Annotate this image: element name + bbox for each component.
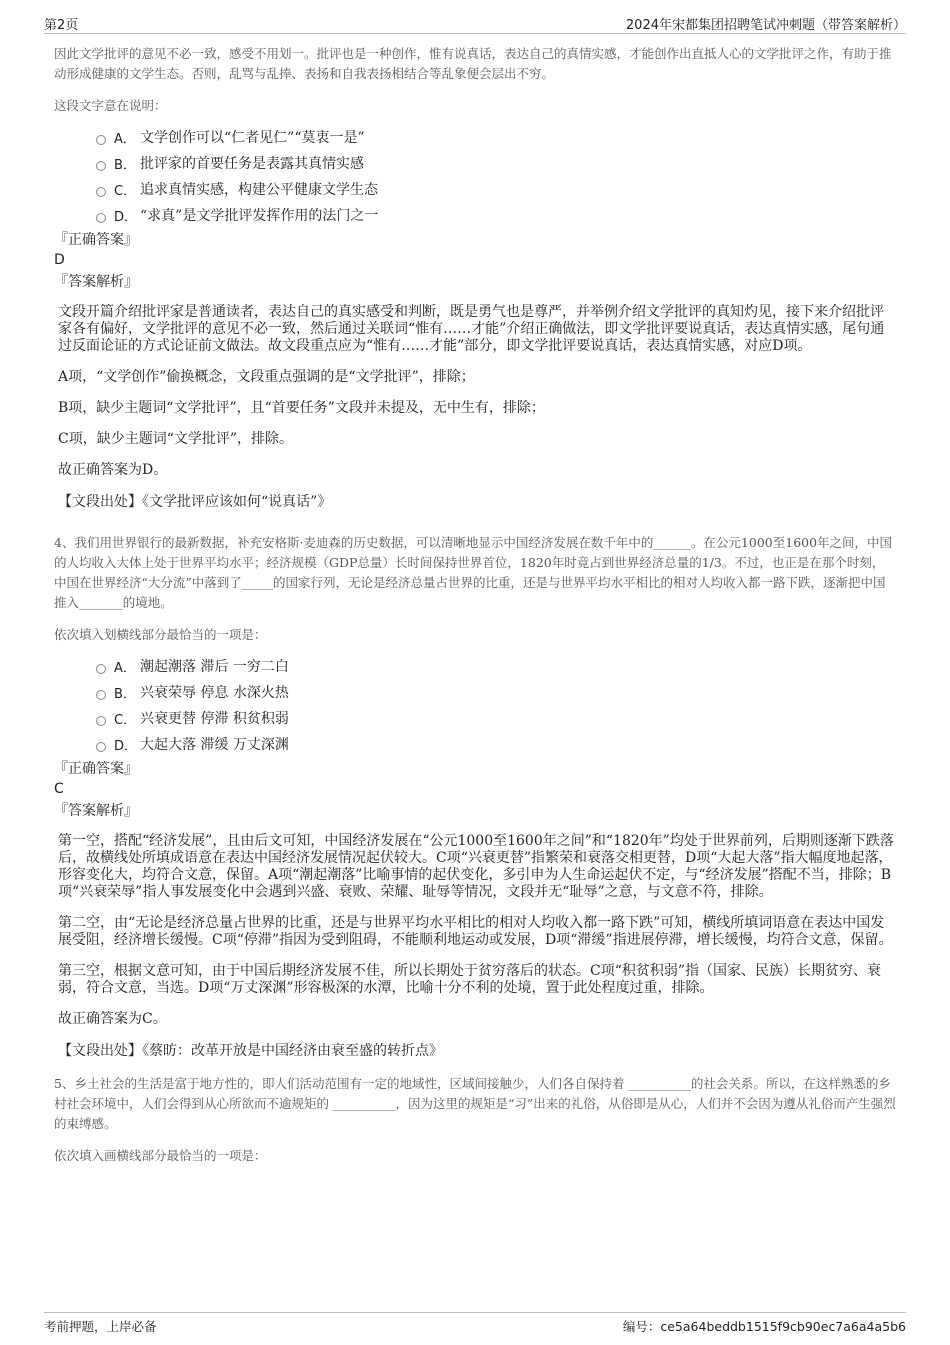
option-text: “求真”是文学批评发挥作用的法门之一 [140,208,379,224]
q4-analysis-paragraph: 故正确答案为C。 [58,1011,167,1027]
document-title: 2024年宋都集团招聘笔试冲刺题（带答案解析） [625,18,906,33]
code-value: ce5a64beddb1515f9cb90ec7a6a4a5b6 [660,1319,906,1334]
q4-option-d[interactable] [96,731,896,757]
q3-analysis-paragraph: A项，“文学创作”偷换概念，文段重点强调的是“文学批评”，排除； [58,369,475,385]
radio-icon[interactable] [96,742,106,752]
q4-answer-label: 『正确答案』 [54,761,138,777]
page-number: 第2页 [44,18,79,33]
q4-option-c[interactable] [96,705,896,731]
option-text: 批评家的首要任务是表露其真情实感 [140,156,364,172]
radio-icon[interactable] [96,690,106,700]
option-key: C． [114,712,137,728]
q3-analysis-paragraph: 文段开篇介绍批评家是普通读者，表达自己的真实感受和判断，既是勇气也是尊严，并举例介绍文学批评的真知灼见，接下来介绍批评家各有偏好，文学批评的意见不必一致，然后通过关联词“惟有……才能”介绍正确做法，即文学批评要说真话，表达真情实感，尾句通过反面论证的方式论证前文做法。故文段重点应为“惟有……才能”部分，即文学批评要说真话，表达真情实感，对应D项。 [58,304,885,354]
page-header [44,14,906,34]
document-code [623,1317,906,1334]
q4-analysis-paragraph: 第一空，搭配“经济发展”，且由后文可知，中国经济发展在“公元1000至1600年之间”和“1820年”均处于世界前列，后期则逐渐下跌落后，故横线处所填成语意在表达中国经济发展情况起伏较大。C项“兴衰更替”指繁荣和衰落交相更替，D项“大起大落”指大幅度地起落，形容变化大，均符合文意，保留。A项“潮起潮落”比喻事情的起伏变化，多引申为人生命运起伏不定，与“经济发展”搭配不当，排除；B项“兴衰荣辱”指人事发展变化中会遇到兴盛、衰败、荣耀、耻辱等情况，文段并无“耻辱”之意，与文意不符，排除。 [58,833,894,900]
q4-prompt: 依次填入划横线部分最恰当的一项是： [54,627,267,642]
option-key: B． [114,686,136,702]
q3-analysis-paragraph: 故正确答案为D。 [58,462,168,478]
footer-slogan: 考前押题，上岸必备 [44,1319,157,1334]
option-key: D． [114,738,138,754]
option-text: 兴衰荣辱 停息 水深火热 [140,685,289,701]
q3-answer: D [54,252,65,268]
q3-passage: 因此文学批评的意见不必一致，感受不用划一。批评也是一种创作，惟有说真话，表达自己的真情实感，才能创作出直抵人心的文学批评之作，有助于推动形成健康的文学生态。否则，乱骂与乱捧、表扬和自我表扬相结合等乱象便会层出不穷。 [54,46,892,81]
option-text: 兴衰更替 停滞 积贫积弱 [140,711,289,727]
radio-icon[interactable] [96,664,106,674]
option-key: D． [114,209,138,225]
q4-analysis-paragraph: 第二空，由“无论是经济总量占世界的比重，还是与世界平均水平相比的相对人均收入都一路下跌”可知，横线所填词语意在表达中国发展受阻，经济增长缓慢。C项“停滞”指因为受到阻碍，不能顺利地运动或发展，D项“滞缓”指进展停滞，增长缓慢，均符合文意，保留。 [58,915,893,948]
q3-analysis-paragraph: C项，缺少主题词“文学批评”，排除。 [58,431,294,447]
q4-option-a[interactable] [96,653,896,679]
q4-answer: C [54,781,64,797]
q3-source: 【文段出处】《文学批评应该如何“说真话”》 [58,494,332,510]
q4-options [96,653,896,757]
q4-source: 【文段出处】《蔡昉：改革开放是中国经济由衰至盛的转折点》 [58,1043,443,1059]
radio-icon[interactable] [96,213,106,223]
q4-analysis-paragraph: 第三空，根据文意可知，由于中国后期经济发展不佳，所以长期处于贫穷落后的状态。C项“积贫积弱”指（国家、民族）长期贫穷、衰弱，符合文意，当选。D项“万丈深渊”形容极深的水潭，比喻十分不利的处境，置于此处程度过重，排除。 [58,963,882,996]
radio-icon[interactable] [96,135,106,145]
option-key: A． [114,131,136,147]
option-text: 追求真情实感，构建公平健康文学生态 [140,182,378,198]
q5-question-text: 5、乡土社会的生活是富于地方性的，即人们活动范围有一定的地域性，区域间接触少，人们各自保持着 __________的社会关系。所以，在这样熟悉的乡村社会环境中，人们会得到从心所欲而不逾规矩的 __________，因为这里的规矩是“习”出来的礼俗，从俗即是从心，人们并不会因为遵从礼俗而产生强烈的束缚感。 [54,1076,896,1131]
q4-question-text: 4、我们用世界银行的最新数据，补充安格斯·麦迪森的历史数据，可以清晰地显示中国经济发展在数千年中的______。在公元1000至1600年之间，中国的人均收入大体上处于世界平均水平；经济规模（GDP总量）长时间保持世界首位，1820年时竟占到世界经济总量的1/3。不过，也正是在那个时刻，中国在世界经济“大分流”中落到了_____的国家行列，无论是经济总量占世界的比重，还是与世界平均水平相比的相对人均收入都一路下跌，逐渐把中国推入_______的境地。 [54,535,893,610]
radio-icon[interactable] [96,161,106,171]
radio-icon[interactable] [96,187,106,197]
q4-option-b[interactable] [96,679,896,705]
q3-option-a[interactable] [96,124,896,150]
option-text: 潮起潮落 滞后 一穷二白 [140,659,289,675]
q3-prompt: 这段文字意在说明： [54,98,167,113]
option-key: C． [114,183,137,199]
q3-option-d[interactable] [96,202,896,228]
radio-icon[interactable] [96,716,106,726]
q3-option-c[interactable] [96,176,896,202]
option-key: B． [114,157,136,173]
q3-analysis-paragraph: B项，缺少主题词“文学批评”，且“首要任务”文段并未提及，无中生有，排除； [58,400,545,416]
main-content [54,44,896,1166]
q4-analysis-label: 『答案解析』 [54,803,138,819]
page-footer [44,1312,906,1334]
q3-options [96,124,896,228]
option-text: 文学创作可以“仁者见仁”“莫衷一是” [140,130,365,146]
option-text: 大起大落 滞缓 万丈深渊 [140,737,289,753]
q3-option-b[interactable] [96,150,896,176]
option-key: A． [114,660,136,676]
q3-answer-label: 『正确答案』 [54,232,138,248]
q3-analysis-label: 『答案解析』 [54,274,138,290]
q5-prompt: 依次填入画横线部分最恰当的一项是： [54,1148,267,1163]
code-label: 编号： [622,1319,661,1334]
